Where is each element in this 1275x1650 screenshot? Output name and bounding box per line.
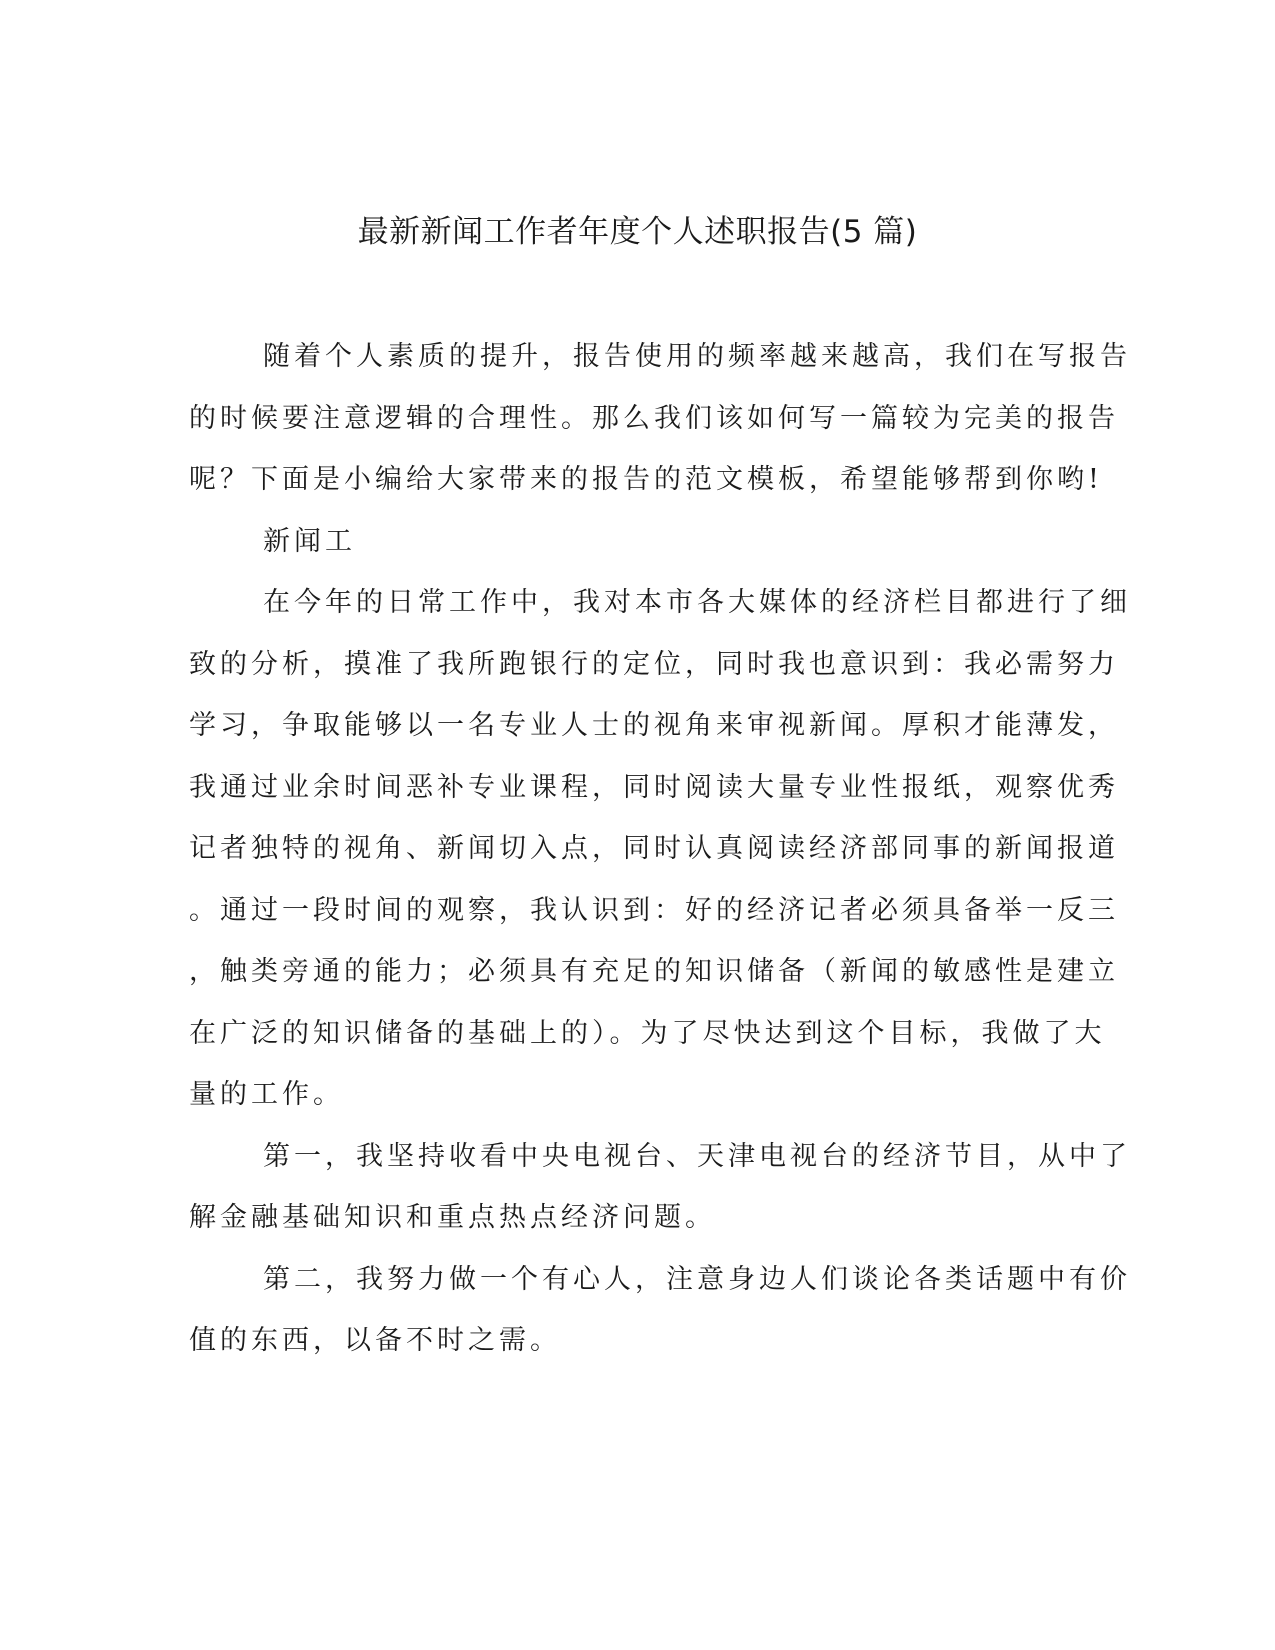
paragraph-line: 第二，我努力做一个有心人，注意身边人们谈论各类话题中有价 (263, 1263, 1131, 1295)
paragraph-line: 学习，争取能够以一名专业人士的视角来审视新闻。厚积才能薄发， (189, 710, 1119, 741)
paragraph-line: ，触类旁通的能力；必须具有充足的知识储备（新闻的敏感性是建立 (189, 956, 1119, 987)
paragraph-first-point (189, 1126, 1131, 1249)
paragraph-line: 的时候要注意逻辑的合理性。那么我们该如何写一篇较为完美的报告 (189, 402, 1119, 434)
paragraph-line: 我通过业余时间恶补专业课程，同时阅读大量专业性报纸，观察优秀 (189, 771, 1119, 803)
paragraph-line: 在广泛的知识储备的基础上的）。为了尽快达到这个目标，我做了大 (189, 1017, 1106, 1049)
paragraph-line: 新闻工 (263, 525, 356, 557)
paragraph-line: 第一，我坚持收看中央电视台、天津电视台的经济节目，从中了 (263, 1140, 1131, 1172)
document-body (189, 326, 1131, 1372)
paragraph-line: 量的工作。 (189, 1079, 344, 1110)
paragraph-section-heading (189, 511, 1069, 573)
paragraph-intro (189, 326, 1131, 511)
paragraph-line: 致的分析，摸准了我所跑银行的定位，同时我也意识到：我必需努力 (189, 648, 1119, 680)
paragraph-line: 记者独特的视角、新闻切入点，同时认真阅读经济部同事的新闻报道 (189, 833, 1119, 864)
paragraph-line: 在今年的日常工作中，我对本市各大媒体的经济栏目都进行了细 (263, 587, 1131, 618)
paragraph-second-point (189, 1249, 1131, 1372)
document-title: 最新新闻工作者年度个人述职报告(5 篇) (357, 214, 918, 250)
paragraph-line: 呢？下面是小编给大家带来的报告的范文模板，希望能够帮到你哟! (189, 464, 1103, 495)
paragraph-line: 解金融基础知识和重点热点经济问题。 (189, 1202, 716, 1233)
paragraph-line: 值的东西，以备不时之需。 (189, 1325, 561, 1356)
paragraph-daily-work (189, 572, 1131, 1126)
paragraph-line: 随着个人素质的提升，报告使用的频率越来越高，我们在写报告 (263, 341, 1131, 372)
paragraph-line: 。通过一段时间的观察，我认识到：好的经济记者必须具备举一反三 (189, 894, 1119, 926)
